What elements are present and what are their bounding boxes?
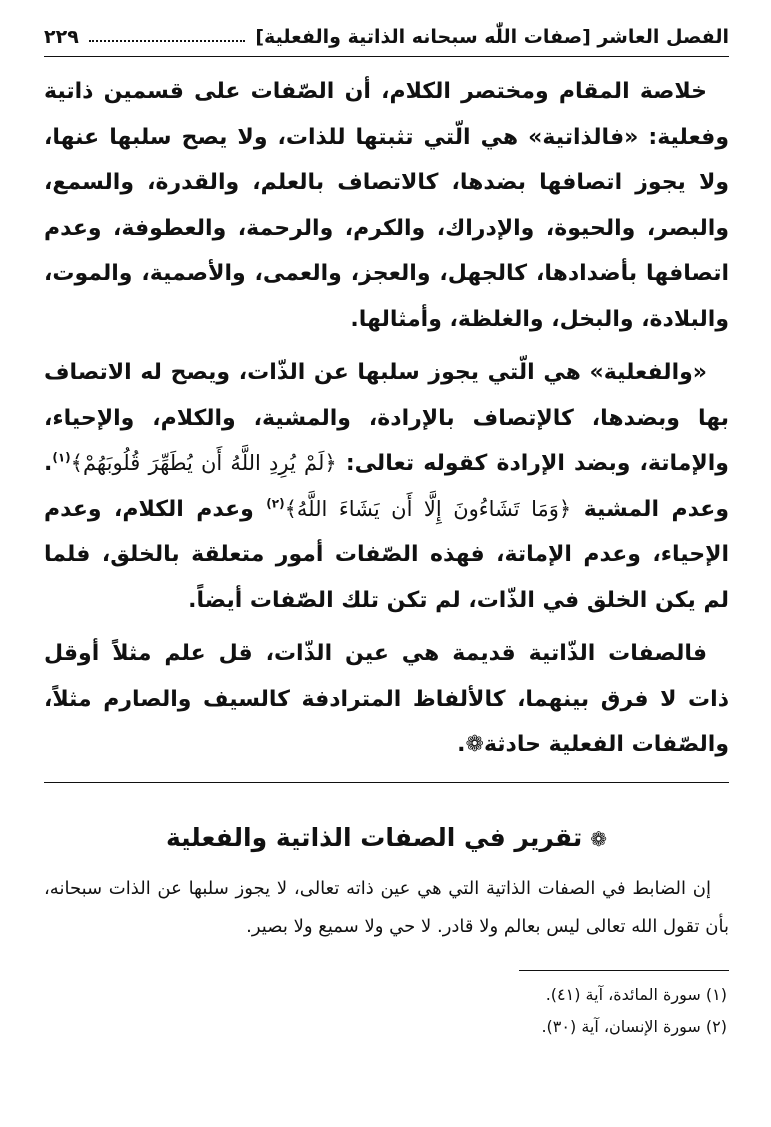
footnote-ref-1: (١) (52, 450, 71, 465)
leader-dots (89, 40, 246, 42)
footnote-2: (٢) سورة الإنسان، آية (٣٠). (541, 1016, 727, 1036)
section-heading-text: تقرير في الصفات الذاتية والفعلية (165, 822, 583, 852)
flower-ornament-icon: ❁ (590, 826, 608, 851)
quran-verse-1: ﴿لَمْ يُرِدِ اللَّهُ أَن يُطَهِّرَ قُلُوبَهُمْ﴾ (70, 451, 337, 475)
main-text (44, 69, 729, 768)
paragraph-1: خلاصة المقام ومختصر الكلام، أن الصّفات على قسمين ذاتية وفعلية: «فالذاتية» هي الّتي تثبتها للذات، ولا يصح سلبها عنها، ولا يجوز اتصافها بضدها، كالاتصاف بالعلم، والقدرة، والسمع، والبصر، والحيوة، والإدراك، والكرم، والرحمة، والعطوفة، وعدم اتصافها بأضدادها، كالجهل، والعجز، والعمى، والأصمية، والموت، والبلادة، والبخل، والغلظة، وأمثالها. (44, 79, 729, 332)
paragraph-2 (44, 350, 729, 623)
quran-verse-2: ﴿وَمَا تَشَاءُونَ إِلَّا أَن يَشَاءَ اللَّهُ﴾ (284, 496, 572, 521)
section-divider (44, 782, 729, 783)
paragraph-2-part-c: وعدم الكلام، وعدم الإحياء، وعدم الإماتة، فهذه الصّفات أمور متعلقة بالخلق، فلما لم يكن الخلق في الذّات، لم تكن تلك الصّفات أيضاً. (44, 496, 729, 613)
footnote-1: (١) سورة المائدة، آية (٤١). (545, 984, 727, 1004)
chapter-title: الفصل العاشر [صفات اللّٰه سبحانه الذاتية والفعلية] (255, 26, 729, 48)
paragraph-2-part-a: «والفعلية» هي الّتي يجوز سلبها عن الذّات، ويصح له الاتصاف بها وبضدها، كالإتصاف بالإرادة، والمشية، والكلام، والإحياء، والإماتة، وبضد الإرادة كقوله تعالى: (44, 360, 729, 476)
section-paragraph: إن الضابط في الصفات الذاتية التي هي عين ذاته تعالى، لا يجوز سلبها عن الذات سبحانه، بأن تقول الله تعالى ليس بعالم ولا قادر. لا حي ولا سميع ولا بصير. (44, 877, 729, 937)
footnote-ref-2: (٢) (266, 496, 285, 511)
paragraph-3: فالصفات الذّاتية قديمة هي عين الذّات، قل علم مثلاً أوقل ذات لا فرق بينهما، كالألفاظ المترادفة كالسيف والصارم مثلاً، والصّفات الفعلية حادثة❁. (44, 641, 729, 757)
footnotes (44, 979, 729, 1043)
page-number: ٢٢٩ (44, 26, 79, 48)
footnote-rule (519, 970, 729, 971)
section-heading (44, 823, 729, 852)
paragraph-2-part-b: . وعدم المشية (44, 451, 729, 522)
running-header (44, 26, 729, 57)
